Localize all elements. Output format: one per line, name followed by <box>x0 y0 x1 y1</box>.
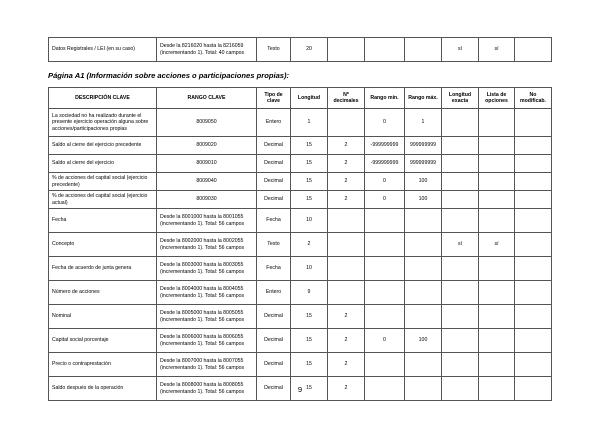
cell-max: 100 <box>405 329 442 353</box>
cell-min <box>365 305 405 329</box>
cell-description: Saldo al cierre del ejercicio precedente <box>49 137 157 155</box>
cell-range: Desde la 8216020 hasta la 8216059 (incrementando 1). Total: 40 campos <box>157 38 257 62</box>
table-row <box>49 191 552 209</box>
cell-type: Entero <box>257 281 291 305</box>
cell-decimals: 2 <box>328 377 365 401</box>
cell-min <box>365 257 405 281</box>
cell-exact: sí <box>442 38 479 62</box>
cell-range: Desde la 8003000 hasta la 8003055 (incrementando 1). Total: 56 campos <box>157 257 257 281</box>
cell-list <box>479 155 515 173</box>
cell-type: Decimal <box>257 305 291 329</box>
cell-type: Decimal <box>257 191 291 209</box>
header-exact: Longitud exacta <box>442 88 479 109</box>
cell-list <box>479 137 515 155</box>
cell-exact <box>442 257 479 281</box>
cell-min <box>365 233 405 257</box>
cell-length: 15 <box>291 155 328 173</box>
header-max: Rango máx. <box>405 88 442 109</box>
cell-max: 999999999 <box>405 155 442 173</box>
cell-min: -999999999 <box>365 155 405 173</box>
cell-decimals <box>328 233 365 257</box>
cell-description: % de acciones del capital social (ejercicio precedente) <box>49 173 157 191</box>
cell-type: Decimal <box>257 173 291 191</box>
cell-list <box>479 109 515 137</box>
cell-exact: sí <box>442 233 479 257</box>
section-heading: Página A1 (Información sobre acciones o participaciones propias): <box>48 71 290 80</box>
cell-list <box>479 257 515 281</box>
cell-length: 15 <box>291 137 328 155</box>
cell-min <box>365 209 405 233</box>
cell-description: Concepto <box>49 233 157 257</box>
cell-decimals: 2 <box>328 353 365 377</box>
cell-min <box>365 281 405 305</box>
cell-exact <box>442 137 479 155</box>
table-header-row <box>49 88 552 109</box>
cell-length: 15 <box>291 173 328 191</box>
table-row <box>49 329 552 353</box>
cell-length: 20 <box>291 38 328 62</box>
cell-description: Precio o contraprestación <box>49 353 157 377</box>
cell-exact <box>442 329 479 353</box>
header-not-modifiable: No modificab. <box>515 88 552 109</box>
cell-description: Saldo al cierre del ejercicio <box>49 155 157 173</box>
cell-description: Capital social porcentaje <box>49 329 157 353</box>
table-row <box>49 155 552 173</box>
cell-min: 0 <box>365 173 405 191</box>
cell-range: 8009020 <box>157 137 257 155</box>
cell-description: La sociedad no ha realizado durante el presente ejercicio operación alguna sobre acciones/participaciones propias <box>49 109 157 137</box>
cell-length: 15 <box>291 353 328 377</box>
cell-type: Decimal <box>257 377 291 401</box>
table-row <box>49 38 552 62</box>
cell-range: 8009040 <box>157 173 257 191</box>
cell-min: 0 <box>365 329 405 353</box>
cell-not-modifiable <box>515 233 552 257</box>
keys-table <box>48 87 552 401</box>
cell-exact <box>442 155 479 173</box>
cell-length: 15 <box>291 305 328 329</box>
cell-list <box>479 329 515 353</box>
cell-description: Nominal <box>49 305 157 329</box>
cell-list <box>479 191 515 209</box>
table-row <box>49 173 552 191</box>
cell-exact <box>442 209 479 233</box>
cell-exact <box>442 281 479 305</box>
cell-type: Fecha <box>257 209 291 233</box>
header-range: RANGO CLAVE <box>157 88 257 109</box>
cell-decimals: 2 <box>328 155 365 173</box>
cell-type: Decimal <box>257 137 291 155</box>
cell-decimals: 2 <box>328 191 365 209</box>
cell-range: 8009010 <box>157 155 257 173</box>
cell-max <box>405 353 442 377</box>
cell-list: sí <box>479 38 515 62</box>
cell-not-modifiable <box>515 109 552 137</box>
cell-type: Texto <box>257 233 291 257</box>
cell-not-modifiable <box>515 209 552 233</box>
cell-not-modifiable <box>515 137 552 155</box>
cell-type: Texto <box>257 38 291 62</box>
cell-not-modifiable <box>515 173 552 191</box>
cell-range: Desde la 8008000 hasta la 8008055 (incrementando 1). Total: 56 campos <box>157 377 257 401</box>
cell-length: 15 <box>291 329 328 353</box>
cell-not-modifiable <box>515 353 552 377</box>
cell-min: 0 <box>365 191 405 209</box>
cell-length: 2 <box>291 233 328 257</box>
cell-range: Desde la 8002000 hasta la 8002055 (incrementando 1). Total: 56 campos <box>157 233 257 257</box>
top-table <box>48 37 552 62</box>
cell-not-modifiable <box>515 38 552 62</box>
cell-exact <box>442 173 479 191</box>
cell-not-modifiable <box>515 281 552 305</box>
table-row <box>49 353 552 377</box>
cell-decimals <box>328 209 365 233</box>
cell-description: Saldo después de la operación <box>49 377 157 401</box>
cell-not-modifiable <box>515 155 552 173</box>
cell-max <box>405 209 442 233</box>
cell-max <box>405 257 442 281</box>
cell-length: 10 <box>291 257 328 281</box>
cell-list <box>479 173 515 191</box>
cell-length: 1 <box>291 109 328 137</box>
cell-type: Entero <box>257 109 291 137</box>
table-row <box>49 137 552 155</box>
cell-max <box>405 38 442 62</box>
cell-range: Desde la 8006000 hasta la 8006055 (incrementando 1). Total: 56 campos <box>157 329 257 353</box>
cell-min: -999999999 <box>365 137 405 155</box>
cell-description: Datos Registrales / LEI (en su caso) <box>49 38 157 62</box>
cell-exact <box>442 353 479 377</box>
cell-exact <box>442 109 479 137</box>
cell-description: % de acciones del capital social (ejercicio actual) <box>49 191 157 209</box>
cell-list: sí <box>479 233 515 257</box>
cell-list <box>479 353 515 377</box>
cell-list <box>479 281 515 305</box>
cell-decimals: 2 <box>328 173 365 191</box>
cell-max <box>405 305 442 329</box>
cell-description: Fecha de acuerdo de junta genera <box>49 257 157 281</box>
cell-not-modifiable <box>515 191 552 209</box>
cell-decimals <box>328 281 365 305</box>
cell-type: Fecha <box>257 257 291 281</box>
table-row <box>49 209 552 233</box>
header-min: Rango mín. <box>365 88 405 109</box>
header-decimals: Nº decimales <box>328 88 365 109</box>
cell-min <box>365 353 405 377</box>
header-description: DESCRIPCIÓN CLAVE <box>49 88 157 109</box>
cell-decimals: 2 <box>328 137 365 155</box>
table-row <box>49 233 552 257</box>
cell-range: Desde la 8001000 hasta la 8001055 (incrementando 1). Total: 56 campos <box>157 209 257 233</box>
cell-exact <box>442 305 479 329</box>
cell-decimals <box>328 257 365 281</box>
cell-length: 15 <box>291 191 328 209</box>
cell-type: Decimal <box>257 155 291 173</box>
cell-list <box>479 305 515 329</box>
cell-not-modifiable <box>515 305 552 329</box>
cell-not-modifiable <box>515 329 552 353</box>
cell-description: Fecha <box>49 209 157 233</box>
cell-max: 999999999 <box>405 137 442 155</box>
cell-min <box>365 38 405 62</box>
cell-max: 100 <box>405 191 442 209</box>
header-list: Lista de opciones <box>479 88 515 109</box>
cell-min: 0 <box>365 109 405 137</box>
cell-max <box>405 233 442 257</box>
cell-range: Desde la 8007000 hasta la 8007055 (incrementando 1). Total: 56 campos <box>157 353 257 377</box>
cell-length: 9 <box>291 281 328 305</box>
table-row <box>49 305 552 329</box>
cell-range: 8009030 <box>157 191 257 209</box>
header-length: Longitud <box>291 88 328 109</box>
cell-type: Decimal <box>257 353 291 377</box>
header-type: Tipo de clave <box>257 88 291 109</box>
cell-range: Desde la 8005000 hasta la 8005055 (incrementando 1). Total: 56 campos <box>157 305 257 329</box>
cell-length: 10 <box>291 209 328 233</box>
table-row <box>49 281 552 305</box>
cell-decimals: 2 <box>328 305 365 329</box>
cell-range: 8009050 <box>157 109 257 137</box>
cell-description: Número de acciones <box>49 281 157 305</box>
cell-decimals <box>328 38 365 62</box>
cell-decimals <box>328 109 365 137</box>
cell-not-modifiable <box>515 257 552 281</box>
cell-max: 100 <box>405 173 442 191</box>
table-row <box>49 109 552 137</box>
cell-decimals: 2 <box>328 329 365 353</box>
cell-type: Decimal <box>257 329 291 353</box>
cell-max <box>405 281 442 305</box>
cell-list <box>479 209 515 233</box>
page-number: 9 <box>297 385 303 394</box>
table-row <box>49 257 552 281</box>
cell-range: Desde la 8004000 hasta la 8004055 (incrementando 1). Total: 56 campos <box>157 281 257 305</box>
cell-exact <box>442 191 479 209</box>
cell-max: 1 <box>405 109 442 137</box>
cell-length: 15 <box>291 377 328 401</box>
